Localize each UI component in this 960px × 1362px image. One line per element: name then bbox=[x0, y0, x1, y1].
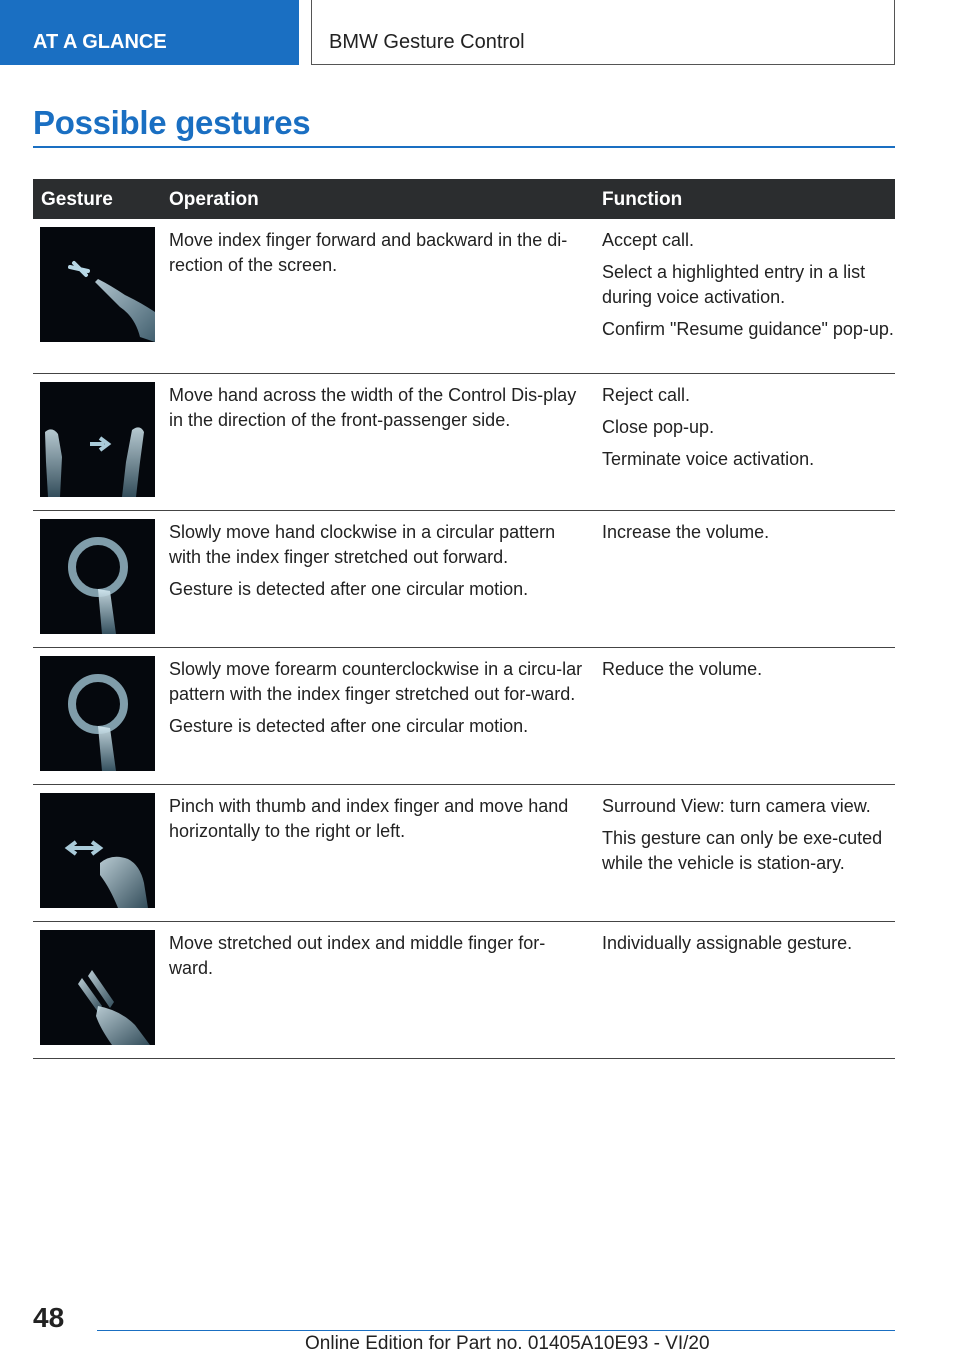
footer-divider bbox=[97, 1330, 895, 1331]
function-text: Increase the volume. bbox=[602, 522, 770, 542]
pinch-icon bbox=[40, 793, 155, 908]
function-text: Accept call. bbox=[602, 230, 695, 250]
function-text: Confirm "Resume guidance" pop-up. bbox=[602, 319, 894, 339]
table-header bbox=[33, 179, 895, 219]
operation-text: Gesture is detected after one circular motion. bbox=[169, 579, 529, 599]
table-row bbox=[33, 785, 895, 922]
function-text: Close pop-up. bbox=[602, 417, 715, 437]
column-header-gesture: Gesture bbox=[41, 189, 113, 210]
operation-text: Pinch with thumb and index finger and move hand horizontally to the right or left. bbox=[169, 796, 569, 841]
table-row bbox=[33, 922, 895, 1059]
function-text: Reduce the volume. bbox=[602, 659, 763, 679]
function-text: Select a highlighted entry in a list during voice activation. bbox=[602, 262, 866, 307]
circle-clockwise-icon bbox=[40, 519, 155, 634]
operation-text: Gesture is detected after one circular motion. bbox=[169, 716, 529, 736]
hand-swipe-icon bbox=[40, 382, 155, 497]
table-row bbox=[33, 648, 895, 785]
chapter-title: BMW Gesture Control bbox=[311, 0, 895, 65]
page-number: 48 bbox=[33, 1302, 65, 1333]
table-row bbox=[33, 511, 895, 648]
function-text: Terminate voice activation. bbox=[602, 449, 815, 469]
operation-text: Slowly move hand clockwise in a circular pattern with the index finger stretched out forward. bbox=[169, 522, 556, 567]
gestures-table bbox=[33, 179, 895, 1059]
page-title: Possible gestures bbox=[33, 104, 311, 141]
two-finger-icon bbox=[40, 930, 155, 1045]
operation-text: Move index finger forward and backward in the di-rection of the screen. bbox=[169, 230, 568, 275]
function-text: Individually assignable gesture. bbox=[602, 933, 853, 953]
function-text: Surround View: turn camera view. bbox=[602, 796, 871, 816]
index-finger-forward-icon bbox=[40, 227, 155, 342]
function-text: Reject call. bbox=[602, 385, 691, 405]
function-text: This gesture can only be exe-cuted while the vehicle is station-ary. bbox=[602, 828, 883, 873]
table-row bbox=[33, 219, 895, 374]
operation-text: Move stretched out index and middle finger for-ward. bbox=[169, 933, 546, 978]
operation-text: Slowly move forearm counterclockwise in a circu-lar pattern with the index finger stretched out for-ward. bbox=[169, 659, 583, 704]
table-row bbox=[33, 374, 895, 511]
column-header-function: Function bbox=[602, 189, 683, 210]
section-tab[interactable]: AT A GLANCE bbox=[0, 0, 299, 65]
column-header-operation: Operation bbox=[169, 189, 259, 210]
footer-edition: Online Edition for Part no. 01405A10E93 - VI/20 bbox=[305, 1333, 710, 1354]
title-divider bbox=[33, 146, 895, 148]
operation-text: Move hand across the width of the Control Dis-play in the direction of the front-passenger side. bbox=[169, 385, 577, 430]
circle-counterclockwise-icon bbox=[40, 656, 155, 771]
